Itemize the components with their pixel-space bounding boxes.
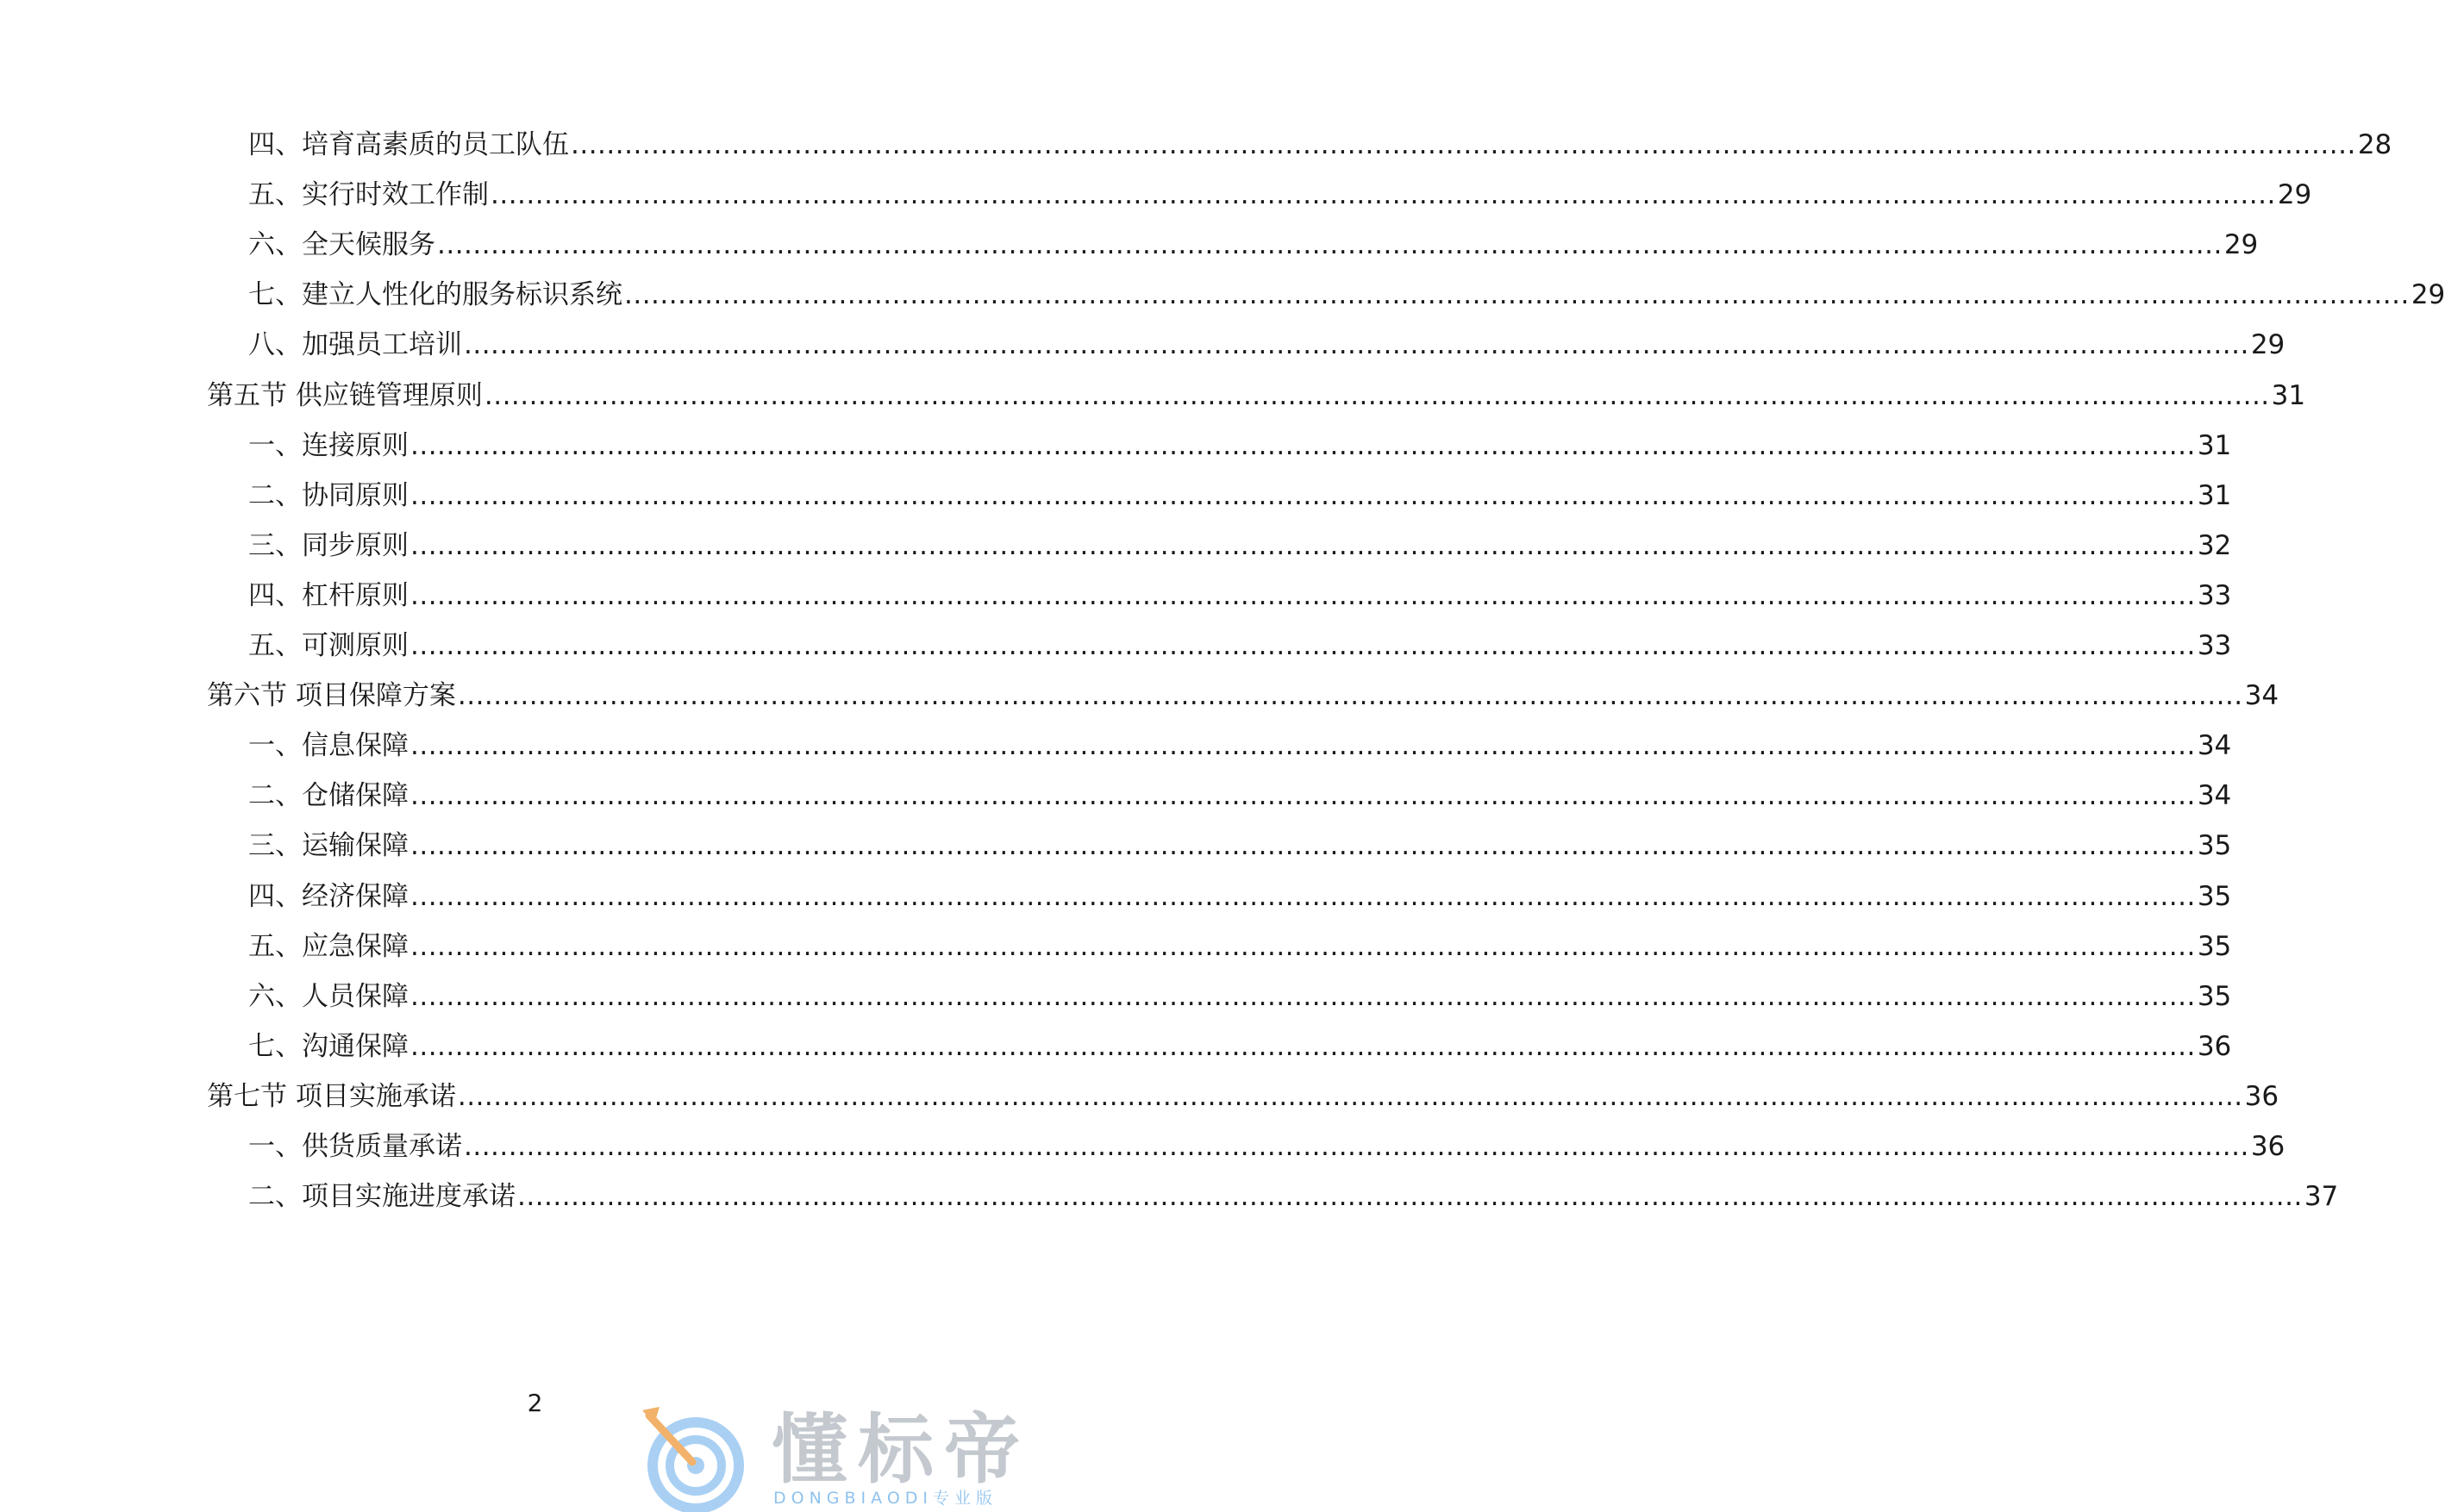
- toc-dot-leader: ........................................................................................................................................................................................................: [410, 930, 2196, 962]
- toc-entry-title: 五、应急保障: [248, 930, 409, 962]
- toc-entry-page: 29: [2277, 179, 2312, 211]
- toc-dot-leader: ........................................................................................................................................................................................................: [410, 1030, 2196, 1062]
- toc-entry-page: 35: [2197, 930, 2232, 962]
- toc-entry-page: 35: [2197, 980, 2232, 1012]
- toc-entry-page: 34: [2197, 780, 2232, 812]
- toc-dot-leader: ........................................................................................................................................................................................................: [571, 129, 2356, 160]
- toc-entry-title: 四、杠杆原则: [248, 579, 409, 611]
- toc-entry-page: 31: [2271, 379, 2306, 411]
- toc-entry-title: 四、经济保障: [248, 880, 409, 912]
- toc-dot-leader: ........................................................................................................................................................................................................: [410, 630, 2196, 661]
- toc-subsection-entry[interactable]: [248, 126, 2392, 164]
- toc-dot-leader: ........................................................................................................................................................................................................: [437, 229, 2223, 261]
- toc-dot-leader: ........................................................................................................................................................................................................: [484, 379, 2270, 411]
- toc-entry-page: 33: [2197, 579, 2232, 611]
- toc-entry-title: 六、人员保障: [248, 980, 409, 1012]
- toc-dot-leader: ........................................................................................................................................................................................................: [624, 279, 2410, 311]
- toc-entry-page: 32: [2197, 529, 2232, 561]
- toc-subsection-entry[interactable]: [248, 878, 2232, 915]
- watermark-subtitle: DONGBIAODI专业版: [773, 1489, 998, 1508]
- toc-entry-title: 一、连接原则: [248, 429, 409, 461]
- toc-entry-title: 第七节 项目实施承诺: [207, 1080, 456, 1112]
- toc-dot-leader: ........................................................................................................................................................................................................: [410, 429, 2196, 461]
- toc-entry-title: 一、信息保障: [248, 730, 409, 762]
- toc-dot-leader: ........................................................................................................................................................................................................: [410, 830, 2196, 862]
- toc-dot-leader: ........................................................................................................................................................................................................: [410, 479, 2196, 511]
- toc-entry-title: 四、培育高素质的员工队伍: [248, 129, 569, 160]
- toc-subsection-entry[interactable]: [248, 577, 2232, 615]
- toc-subsection-entry[interactable]: [248, 527, 2232, 565]
- toc-entry-page: 29: [2250, 329, 2286, 361]
- toc-entry-page: 31: [2197, 479, 2232, 511]
- toc-entry-page: 35: [2197, 880, 2232, 912]
- toc-entry-page: 31: [2197, 429, 2232, 461]
- toc-subsection-entry[interactable]: [248, 978, 2232, 1015]
- toc-dot-leader: ........................................................................................................................................................................................................: [410, 780, 2196, 812]
- toc-entry-title: 三、运输保障: [248, 830, 409, 862]
- toc-dot-leader: ........................................................................................................................................................................................................: [410, 579, 2196, 611]
- toc-subsection-entry[interactable]: [248, 326, 2286, 364]
- toc-subsection-entry[interactable]: [248, 276, 2445, 314]
- toc-entry-title: 第五节 供应链管理原则: [207, 379, 483, 411]
- toc-dot-leader: ........................................................................................................................................................................................................: [464, 329, 2249, 361]
- toc-entry-title: 二、仓储保障: [248, 780, 409, 812]
- toc-subsection-entry[interactable]: [248, 226, 2259, 264]
- toc-entry-page: 29: [2223, 229, 2259, 261]
- toc-entry-page: 36: [2244, 1080, 2279, 1112]
- toc-entry-page: 29: [2411, 279, 2445, 311]
- toc-dot-leader: ........................................................................................................................................................................................................: [457, 680, 2243, 712]
- toc-subsection-entry[interactable]: [248, 777, 2232, 815]
- toc-subsection-entry[interactable]: [248, 928, 2232, 965]
- toc-subsection-entry[interactable]: [248, 1128, 2286, 1165]
- toc-entry-title: 五、可测原则: [248, 630, 409, 661]
- toc-subsection-entry[interactable]: [248, 1178, 2339, 1215]
- toc-dot-leader: ........................................................................................................................................................................................................: [410, 880, 2196, 912]
- toc-dot-leader: ........................................................................................................................................................................................................: [457, 1080, 2243, 1112]
- watermark: [642, 1407, 1070, 1512]
- toc-entry-title: 五、实行时效工作制: [248, 179, 489, 211]
- toc-entry-title: 八、加强员工培训: [248, 329, 462, 361]
- toc-entry-title: 七、沟通保障: [248, 1030, 409, 1062]
- toc-entry-page: 34: [2197, 730, 2232, 762]
- toc-entry-title: 三、同步原则: [248, 529, 409, 561]
- toc-subsection-entry[interactable]: [248, 477, 2232, 515]
- toc-section-entry[interactable]: [207, 677, 2279, 715]
- toc-entry-page: 37: [2304, 1181, 2339, 1213]
- toc-section-entry[interactable]: [207, 377, 2306, 415]
- toc-dot-leader: ........................................................................................................................................................................................................: [410, 730, 2196, 762]
- target-dart-logo-icon: [642, 1407, 754, 1512]
- toc-subsection-entry[interactable]: [248, 1028, 2232, 1065]
- toc-entry-page: 28: [2357, 129, 2392, 160]
- toc-entry-page: 36: [2250, 1131, 2286, 1162]
- toc-entry-page: 36: [2197, 1030, 2232, 1062]
- toc-dot-leader: ........................................................................................................................................................................................................: [491, 179, 2276, 211]
- toc-entry-title: 二、协同原则: [248, 479, 409, 511]
- toc-entry-page: 35: [2197, 830, 2232, 862]
- toc-entry-page: 33: [2197, 630, 2232, 661]
- toc-entry-title: 二、项目实施进度承诺: [248, 1181, 516, 1213]
- toc-subsection-entry[interactable]: [248, 427, 2232, 465]
- toc-section-entry[interactable]: [207, 1078, 2279, 1115]
- page-number: 2: [527, 1389, 543, 1417]
- toc-dot-leader: ........................................................................................................................................................................................................: [410, 529, 2196, 561]
- toc-entry-title: 六、全天候服务: [248, 229, 435, 261]
- toc-subsection-entry[interactable]: [248, 827, 2232, 865]
- toc-subsection-entry[interactable]: [248, 727, 2232, 765]
- toc-dot-leader: ........................................................................................................................................................................................................: [464, 1131, 2249, 1162]
- toc-entry-page: 34: [2244, 680, 2279, 712]
- toc-entry-title: 一、供货质量承诺: [248, 1131, 462, 1162]
- watermark-brand: 懂标帝: [772, 1405, 1031, 1494]
- toc-entry-title: 七、建立人性化的服务标识系统: [248, 279, 622, 311]
- toc-subsection-entry[interactable]: [248, 176, 2312, 214]
- toc-dot-leader: ........................................................................................................................................................................................................: [517, 1181, 2303, 1213]
- toc-dot-leader: ........................................................................................................................................................................................................: [410, 980, 2196, 1012]
- toc-entry-title: 第六节 项目保障方案: [207, 680, 456, 712]
- toc-subsection-entry[interactable]: [248, 627, 2232, 665]
